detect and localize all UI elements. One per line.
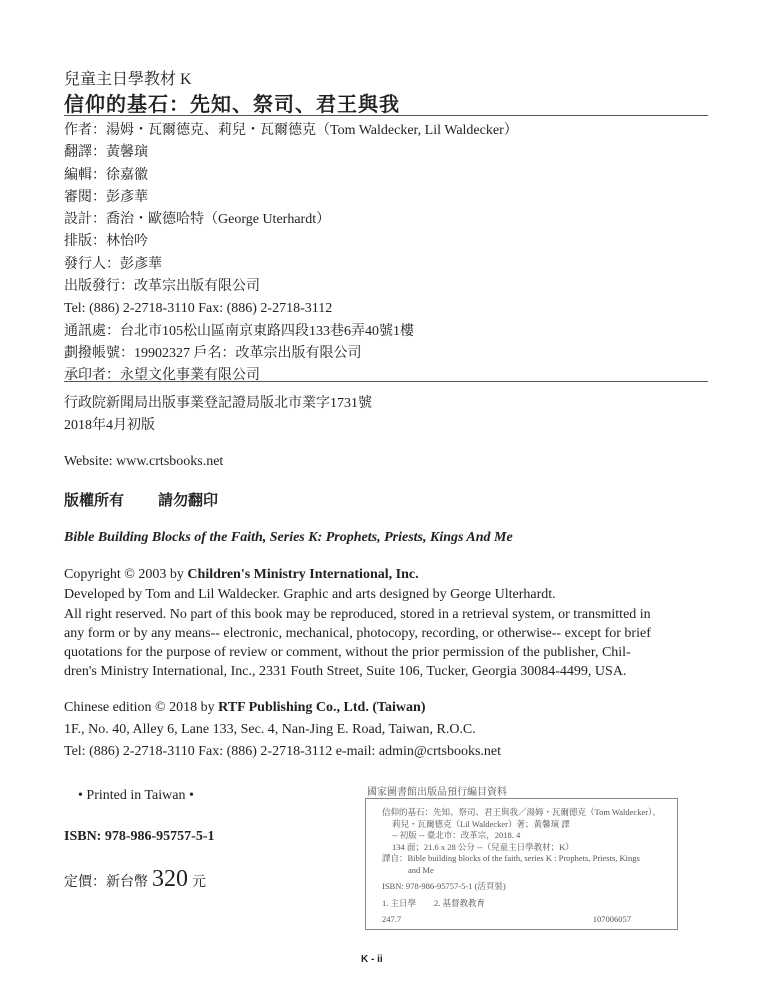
credit-editor: 編輯：徐嘉徽 [64, 167, 148, 183]
cip-line: -- 初版 -- 臺北市：改革宗，2018. 4 [392, 830, 521, 840]
cip-heading: 國家圖書館出版品預行編目資料 [367, 787, 507, 798]
cip-box [365, 798, 678, 930]
copyright-prefix: Copyright © 2003 by [64, 567, 188, 582]
copyright-holder: Children's Ministry International, Inc. [187, 567, 419, 582]
credit-phone: Tel: (886) 2-2718-3110 Fax: (886) 2-2718-3112 [64, 301, 333, 317]
cip-subjects [382, 898, 671, 910]
price-unit: 元 [192, 874, 206, 890]
cip-line: 譯自：Bible building blocks of the faith, series K : Prophets, Priests, Kings [382, 853, 640, 863]
cip-subject: 2. 基督教教育 [434, 897, 486, 908]
developed-line: Developed by Tom and Lil Waldecker. Graphic and arts designed by George Ulterhardt. [64, 587, 556, 602]
credit-publisher-person: 發行人：彭彥華 [64, 256, 162, 272]
credits-list [64, 120, 518, 388]
chinese-edition-prefix: Chinese edition © 2018 by [64, 700, 219, 715]
credit-printer: 承印者：永望文化事業有限公司 [64, 368, 260, 384]
edition-date: 2018年4月初版 [64, 418, 155, 433]
isbn: ISBN: 978-986-95757-5-1 [64, 829, 215, 844]
cip-line: and Me [408, 864, 434, 875]
price-value: 320 [152, 866, 188, 892]
credit-reviewer: 審閱：彭彥華 [64, 189, 148, 205]
rights-left: 版權所有 [64, 491, 125, 509]
credit-author: 作者：湯姆・瓦爾德克、莉兒・瓦爾德克（Tom Waldecker, Lil Waldecker） [64, 123, 518, 138]
cip-class-number: 247.7 [382, 914, 402, 924]
rights-right: 請勿翻印 [158, 491, 219, 509]
chinese-edition-line [64, 698, 664, 717]
book-title: 信仰的基石：先知、祭司、君王與我 [64, 94, 400, 116]
address-line: 1F., No. 40, Alley 6, Lane 133, Sec. 4, Nan-Jing E. Road, Taiwan, R.O.C. [64, 722, 476, 737]
copyright-line [64, 565, 664, 584]
credit-account: 劃撥帳號：19902327 戶名：改革宗出版有限公司 [64, 345, 362, 361]
price [64, 866, 206, 893]
rights-line: All right reserved. No part of this book may be reproduced, stored in a retrieval system, or transmitted in [64, 607, 651, 622]
english-title: Bible Building Blocks of the Faith, Series K: Prophets, Priests, Kings And Me [64, 530, 513, 545]
rights-line: dren's Ministry International, Inc., 2331 Fouth Street, Suite 106, Tucker, Georgia 30084-4499, USA. [64, 664, 627, 679]
credit-address: 通訊處：台北市105松山區南京東路四段133巷6弄40號1樓 [64, 323, 414, 339]
cip-line: 莉兒・瓦爾德克（Lil Waldecker）著；黃馨璌 譯 [392, 818, 570, 829]
cip-record-number: 107006057 [592, 914, 631, 924]
contact-line: Tel: (886) 2-2718-3110 Fax: (886) 2-2718-3112 e-mail: admin@crtsbooks.net [64, 744, 502, 759]
cip-numbers [382, 914, 671, 926]
page-number: K - ii [361, 954, 383, 965]
rights-line: quotations for the purpose of review or comment, without the prior permission of the publisher, Chil- [64, 645, 631, 660]
credit-designer: 設計：喬治・歐德哈特（George Uterhardt） [64, 212, 331, 228]
cip-line: 134 面；21.6 x 28 公分 --（兒童主日學教材；K） [392, 841, 574, 852]
website: Website: www.crtsbooks.net [64, 454, 224, 469]
rights-paragraph [64, 605, 684, 681]
divider [64, 381, 708, 382]
printed-in: • Printed in Taiwan • [78, 788, 194, 803]
rights-line: any form or by any means-- electronic, mechanical, photocopy, recording, or otherwise-- except for brief [64, 626, 651, 641]
chinese-edition-holder: RTF Publishing Co., Ltd. (Taiwan) [218, 700, 426, 715]
credit-publisher: 出版發行：改革宗出版有限公司 [64, 279, 260, 295]
credit-translator: 翻譯：黃馨璌 [64, 145, 148, 161]
license-number: 行政院新聞局出版事業登記證局版北市業字1731號 [64, 396, 372, 411]
credit-typesetting: 排版：林怡吟 [64, 234, 148, 250]
cip-subject: 1. 主日學 [382, 897, 417, 908]
series-name: 兒童主日學教材 K [64, 71, 192, 88]
price-label: 定價：新台幣 [64, 874, 148, 890]
cip-line: 信仰的基石：先知、祭司、君王與我／湯姆・瓦爾德克（Tom Waldecker）、 [382, 807, 661, 817]
rights-reserved [64, 489, 252, 510]
cip-isbn: ISBN: 978-986-95757-5-1 (活頁裝) [382, 881, 506, 891]
divider [64, 115, 708, 116]
